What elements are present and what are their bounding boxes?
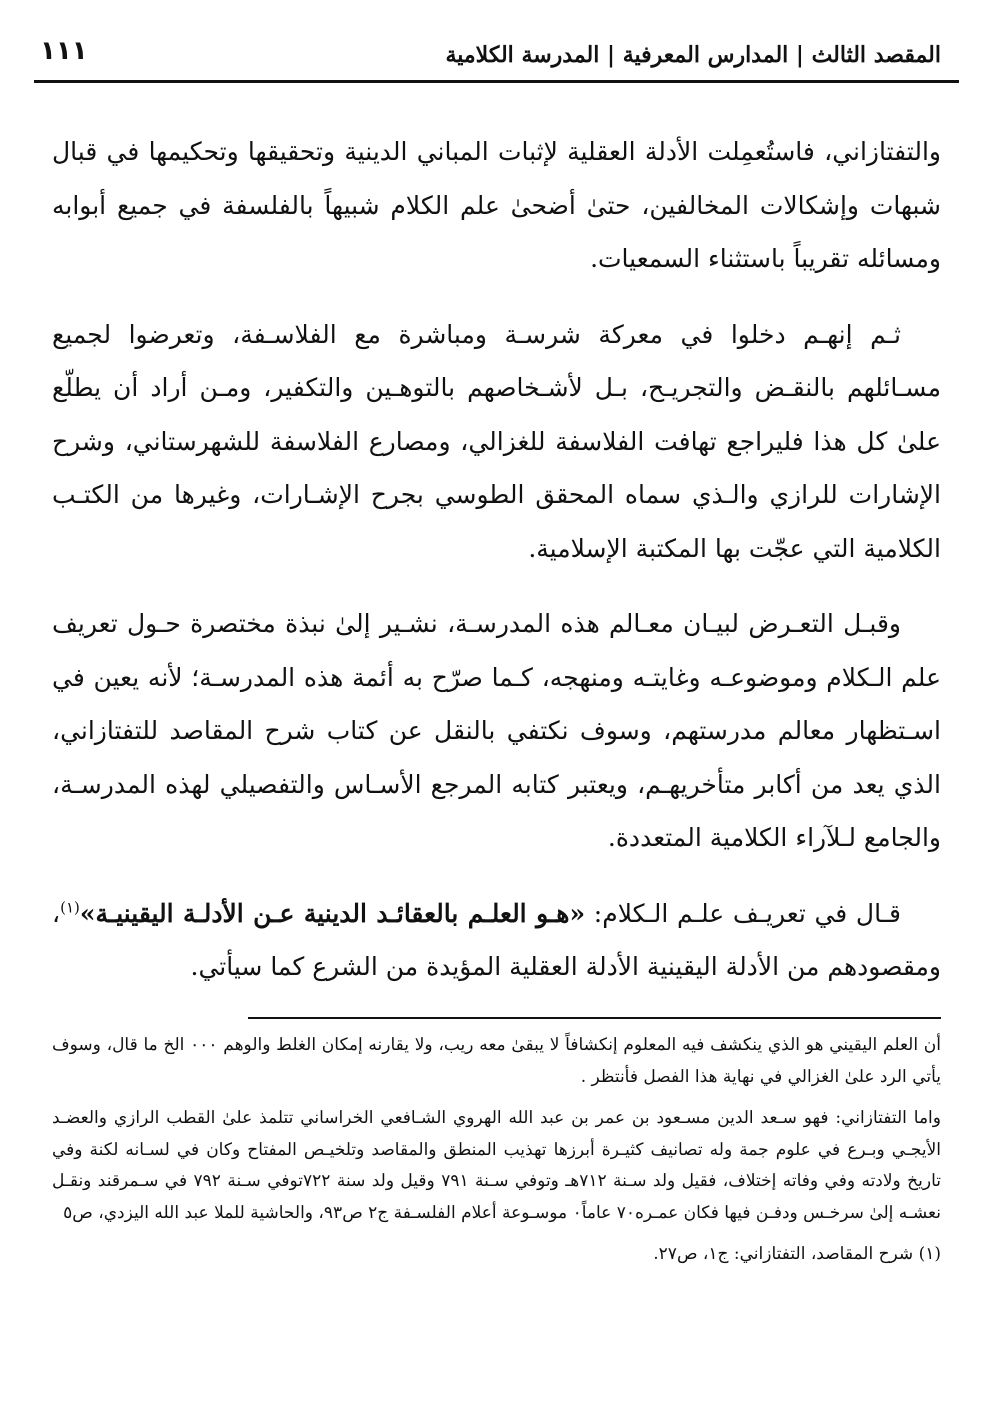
running-header-title: المقصد الثالث | المدارس المعرفية | المدرسة الكلامية [445, 42, 941, 68]
footnote-reference-1[interactable]: (١) [60, 898, 80, 917]
paragraph-2: ثـم إنهـم دخلوا في معركة شرسـة ومباشرة مع الفلاسـفة، وتعرضوا لجميع مسـائلهم بالنقـض والتجريـح، بـل لأشـخاصهم بالتوهـين والتكفير، ومـن أراد أن يطلّع علىٰ كل هذا فليراجع تهافت الفلاسفة للغزالي، ومصارع الفلاسفة للشهرستاني، وشرح الإشارات للرازي والـذي سماه المحقق الطوسي بجرح الإشـارات، وغيرها من الكتـب الكلامية التي عجّت بها المكتبة الإسلامية. [52, 319, 941, 563]
paragraph-4-tail: ، ومقصودهم من الأدلة اليقينية الأدلة العقلية المؤيدة من الشرع كما سيأتي. [52, 898, 941, 981]
paragraph-4-intro: قـال في تعريـف علـم الـكلام: [585, 898, 901, 928]
footnote-1: (١) شرح المقاصد، التفتازاني: ج١، ص٢٧. [653, 1244, 941, 1264]
definition-quote: «هـو العلـم بالعقائـد الدينية عـن الأدلـة اليقينيـة» [79, 898, 586, 928]
paragraph-1: والتفتازاني، فاستُعمِلت الأدلة العقلية لإثبات المباني الدينية وتحقيقها وتحكيمها في قبال شبهات وإشكالات المخالفين، حتىٰ أضحىٰ علم الكلام شبيهاً بالفلسفة في جميع أبوابه ومسائله تقريباً باستثناء السمعيات. [52, 137, 941, 273]
page-number: ١١١ [40, 36, 88, 66]
footnote-divider [248, 1017, 941, 1019]
footnotes [52, 1030, 941, 1281]
footnote-taftazani-bio: واما التفتازاني: فهو سـعد الدين مسـعود بن عمر بن عبد الله الهروي الشـافعي الخراساني تتلمذ علىٰ القطب الرازي والعضـد الأيجـي وبـرع في علوم جمة وله تصانيف كثيـرة أبرزها تهذيب المنطق والمقاصد وتلخيـص المفتاح وكان في لسـانه لكنة وفي تاريخ ولادته وفي وفاته إختلاف، فقيل ولد سـنة ٧١٢هـ وتوفي سـنة ٧٩١ وقيل ولد سنة ٧٢٢توفي سـنة ٧٩٢ في سـمرقند ونقـل نعشـه إلىٰ سرخـس ودفـن فيها فكان عمـره٧٠ عاماً٠ موسـوعة أعلام الفلسـفة ج٢ ص٩٣، والحاشية للملا عبد الله اليزدي، ص٥ [52, 1108, 941, 1223]
paragraph-4 [52, 887, 941, 994]
header-divider [34, 80, 959, 83]
footnote-continued: أن العلم اليقيني هو الذي ينكشف فيه المعلوم إنكشافاً لا يبقىٰ معه ريب، ولا يقارنه إمكان الغلط والوهم ٠٠٠ الخ ما قال، وسوف يأتي الرد علىٰ الغزالي في نهاية هذا الفصل فأنتظر . [52, 1035, 941, 1087]
paragraph-3: وقبـل التعـرض لبيـان معـالم هذه المدرسـة، نشـير إلىٰ نبذة مختصرة حـول تعريف علم الـكلام وموضوعـه وغايتـه ومنهجه، كـما صرّح به أئمة هذه المدرسـة؛ لأنه يعين في اسـتظهار معالم مدرستهم، وسوف نكتفي بالنقل عن كتاب شرح المقاصد للتفتازاني، الذي يعد من أكابر متأخريهـم، ويعتبر كتابه المرجع الأسـاس والتفصيلي لهذه المدرسـة، والجامع لـلآراء الكلامية المتعددة. [52, 609, 941, 852]
main-text [52, 125, 941, 1016]
